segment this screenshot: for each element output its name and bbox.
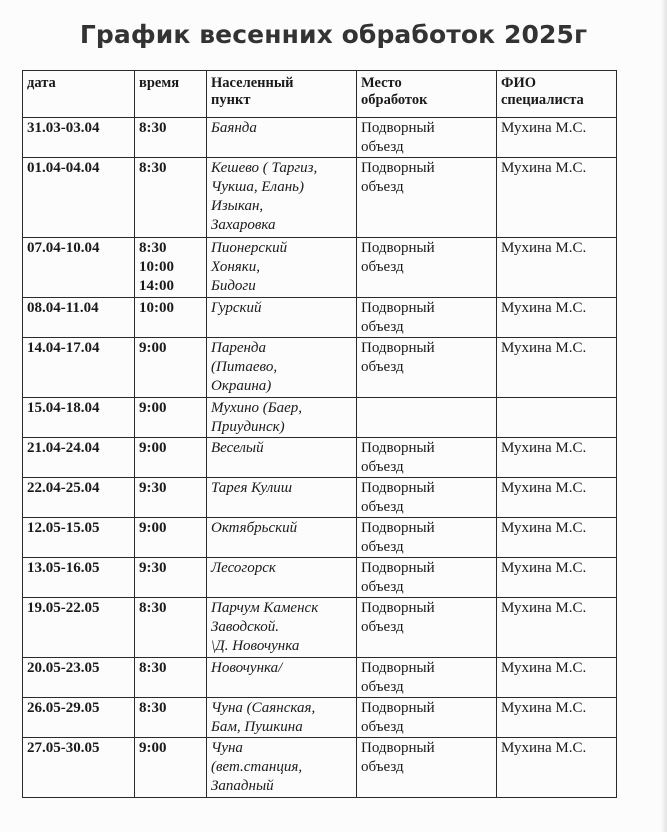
table-row	[23, 738, 617, 798]
cell-specialist: Мухина М.С.	[497, 338, 617, 398]
cell-specialist: Мухина М.С.	[497, 478, 617, 518]
cell-date: 15.04-18.04	[23, 398, 135, 438]
table-row	[23, 698, 617, 738]
cell-time: 9:00	[135, 518, 207, 558]
cell-date: 13.05-16.05	[23, 558, 135, 598]
cell-date: 22.04-25.04	[23, 478, 135, 518]
cell-time: 8:30 10:00 14:00	[135, 238, 207, 298]
cell-place: Лесогорск	[207, 558, 357, 598]
header-date: дата	[23, 71, 135, 118]
cell-place: Тарея Кулиш	[207, 478, 357, 518]
table-row	[23, 438, 617, 478]
cell-date: 31.03-03.04	[23, 118, 135, 158]
table-row	[23, 118, 617, 158]
cell-time: 8:30	[135, 658, 207, 698]
header-specialist: ФИО специалиста	[497, 71, 617, 118]
header-location: Место обработок	[357, 71, 497, 118]
page-title: График весенних обработок 2025г	[79, 20, 588, 49]
cell-specialist: Мухина М.С.	[497, 118, 617, 158]
cell-time: 8:30	[135, 158, 207, 238]
cell-date: 14.04-17.04	[23, 338, 135, 398]
cell-location: Подворный объезд	[357, 118, 497, 158]
cell-date: 26.05-29.05	[23, 698, 135, 738]
cell-place: Чуна (вет.станция, Западный	[207, 738, 357, 798]
cell-date: 08.04-11.04	[23, 298, 135, 338]
cell-time: 10:00	[135, 298, 207, 338]
table-body	[23, 118, 617, 798]
cell-date: 20.05-23.05	[23, 658, 135, 698]
table-row	[23, 558, 617, 598]
table-row	[23, 338, 617, 398]
cell-place: Мухино (Баер, Приудинск)	[207, 398, 357, 438]
table-row	[23, 238, 617, 298]
cell-place: Парчум Каменск Заводской. \Д. Новочунка	[207, 598, 357, 658]
cell-specialist: Мухина М.С.	[497, 698, 617, 738]
cell-date: 07.04-10.04	[23, 238, 135, 298]
cell-location: Подворный объезд	[357, 478, 497, 518]
cell-specialist: Мухина М.С.	[497, 658, 617, 698]
cell-time: 9:30	[135, 558, 207, 598]
cell-location: Подворный объезд	[357, 238, 497, 298]
table-row	[23, 398, 617, 438]
cell-location: Подворный объезд	[357, 338, 497, 398]
cell-location: Подворный объезд	[357, 518, 497, 558]
cell-specialist: Мухина М.С.	[497, 238, 617, 298]
cell-place: Баянда	[207, 118, 357, 158]
cell-place: Гурский	[207, 298, 357, 338]
cell-date: 12.05-15.05	[23, 518, 135, 558]
cell-location: Подворный объезд	[357, 698, 497, 738]
cell-time: 8:30	[135, 698, 207, 738]
cell-specialist: Мухина М.С.	[497, 158, 617, 238]
header-place: Населенный пункт	[207, 71, 357, 118]
cell-time: 9:00	[135, 438, 207, 478]
header-time: время	[135, 71, 207, 118]
cell-place: Пионерский Хоняки, Бидоги	[207, 238, 357, 298]
table-row	[23, 518, 617, 558]
cell-location: Подворный объезд	[357, 298, 497, 338]
cell-place: Октябрьский	[207, 518, 357, 558]
cell-date: 21.04-24.04	[23, 438, 135, 478]
cell-location: Подворный объезд	[357, 738, 497, 798]
table-row	[23, 478, 617, 518]
cell-time: 8:30	[135, 598, 207, 658]
cell-time: 9:00	[135, 398, 207, 438]
cell-place: Веселый	[207, 438, 357, 478]
cell-place: Чуна (Саянская, Бам, Пушкина	[207, 698, 357, 738]
schedule-table	[22, 70, 617, 798]
cell-location: Подворный объезд	[357, 558, 497, 598]
cell-location: Подворный объезд	[357, 658, 497, 698]
page-edge-shadow	[661, 0, 667, 832]
cell-place: Паренда (Питаево, Окраина)	[207, 338, 357, 398]
cell-date: 01.04-04.04	[23, 158, 135, 238]
cell-location: Подворный объезд	[357, 598, 497, 658]
cell-time: 9:00	[135, 338, 207, 398]
cell-location: Подворный объезд	[357, 158, 497, 238]
table-row	[23, 158, 617, 238]
cell-specialist: Мухина М.С.	[497, 738, 617, 798]
cell-time: 8:30	[135, 118, 207, 158]
cell-specialist: Мухина М.С.	[497, 518, 617, 558]
table-row	[23, 298, 617, 338]
table-row	[23, 598, 617, 658]
cell-date: 19.05-22.05	[23, 598, 135, 658]
cell-location: Подворный объезд	[357, 438, 497, 478]
cell-time: 9:00	[135, 738, 207, 798]
cell-date: 27.05-30.05	[23, 738, 135, 798]
cell-specialist: Мухина М.С.	[497, 558, 617, 598]
cell-location	[357, 398, 497, 438]
cell-specialist: Мухина М.С.	[497, 598, 617, 658]
cell-specialist: Мухина М.С.	[497, 438, 617, 478]
cell-specialist	[497, 398, 617, 438]
cell-place: Кешево ( Таргиз, Чукша, Елань) Изыкан, Захаровка	[207, 158, 357, 238]
cell-time: 9:30	[135, 478, 207, 518]
table-row	[23, 658, 617, 698]
cell-specialist: Мухина М.С.	[497, 298, 617, 338]
table-header-row	[23, 71, 617, 118]
cell-place: Новочунка/	[207, 658, 357, 698]
